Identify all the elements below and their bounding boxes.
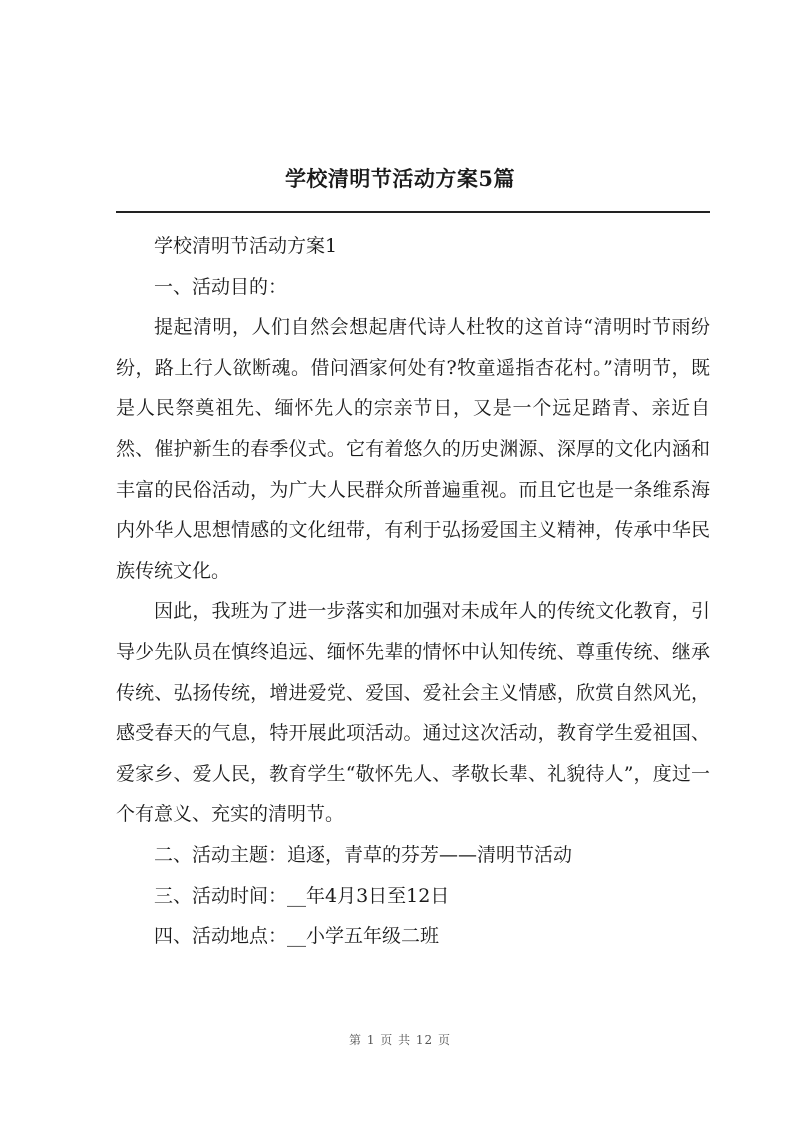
section-heading: 学校清明节活动方案1 (154, 235, 338, 257)
paragraph: 二、活动主题：追逐，青草的芬芳——清明节活动 (154, 843, 573, 866)
paragraph: 一、活动目的： (154, 275, 288, 298)
document-body (116, 226, 710, 957)
paragraph: 三、活动时间：__年4月3日至12日 (154, 884, 450, 907)
page-title: 学校清明节活动方案5篇 (284, 166, 516, 191)
paragraph: 因此，我班为了进一步落实和加强对未成年人的传统文化教育，引导少先队员在慎终追远、缅怀先辈的情怀中认知传统、尊重传统、继承传统、弘扬传统，增进爱党、爱国、爱社会主义情感，欣赏自然风光，感受春天的气息，特开展此项活动。通过这次活动，教育学生爱祖国、爱家乡、爱人民，教育学生“敬怀先人、孝敬长辈、礼貌待人”，度过一个有意义、充实的清明节。 (116, 600, 710, 826)
title-divider (116, 211, 710, 213)
paragraph: 提起清明，人们自然会想起唐代诗人杜牧的这首诗“清明时节雨纷纷，路上行人欲断魂。借问酒家何处有?牧童遥指杏花村。”清明节，既是人民祭奠祖先、缅怀先人的宗亲节日，又是一个远足踏青、亲近自然、催护新生的春季仪式。它有着悠久的历史渊源、深厚的文化内涵和丰富的民俗活动，为广大人民群众所普遍重视。而且它也是一条维系海内外华人思想情感的文化纽带，有利于弘扬爱国主义精神，传承中华民族传统文化。 (116, 316, 710, 582)
page-footer: 第 1 页 共 12 页 (349, 1033, 451, 1047)
paragraph: 四、活动地点：__小学五年级二班 (154, 925, 440, 948)
